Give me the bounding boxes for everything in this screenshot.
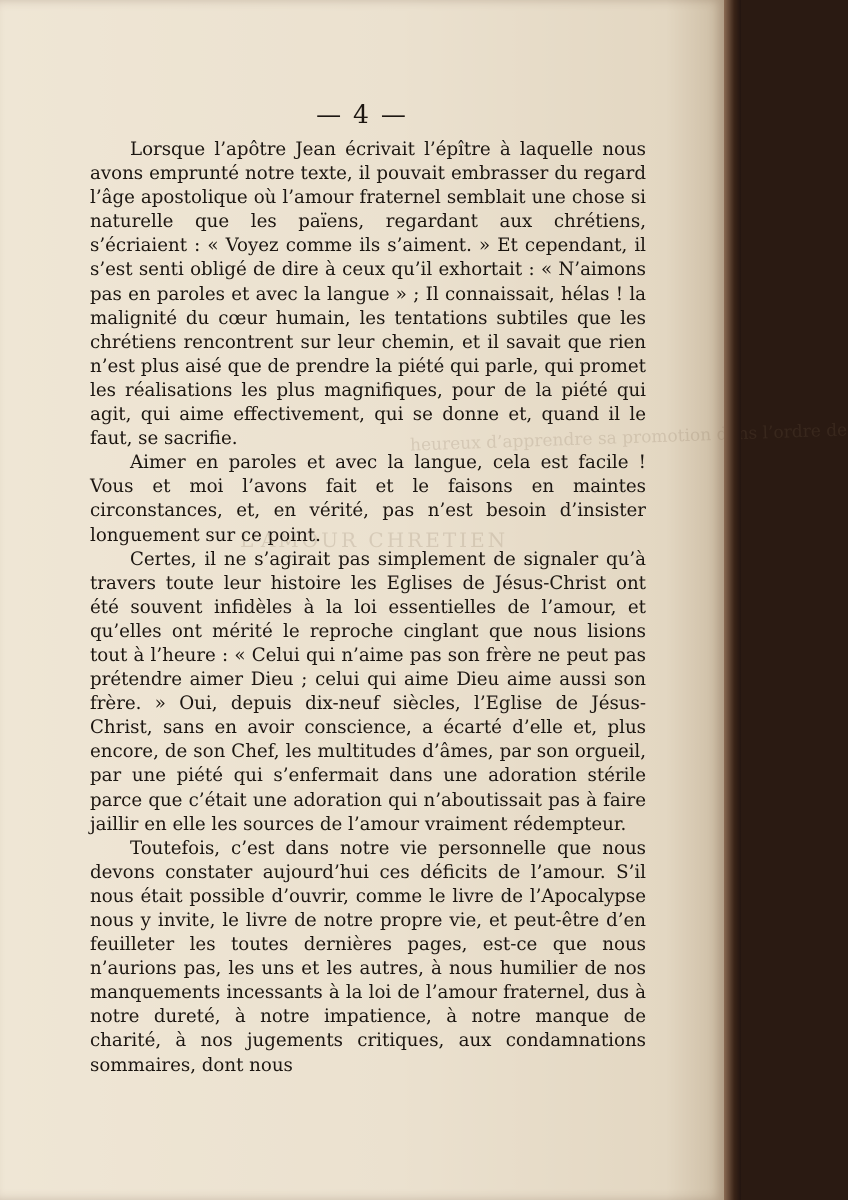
page-number: — 4 —: [316, 100, 408, 129]
body-text: [90, 138, 646, 1078]
paragraph: Certes, il ne s’agirait pas simplement de signaler qu’à travers toute leur histoire les Eglises de Jésus-Christ ont été souvent infidèles à la loi essentielles de l’amour, et qu’elles ont mérité le reproche cinglant que nous lisions tout à l’heure : « Celui qui n’aime pas son frère ne peut pas prétendre aimer Dieu ; celui qui aime Dieu aime aussi son frère. » Oui, depuis dix-neuf siècles, l’Eglise de Jésus-Christ, sans en avoir conscience, a écarté d’elle et, plus encore, de son Chef, les multitudes d’âmes, par son orgueil, par une piété qui s’enfermait dans une adoration stérile parce que c’était une adoration qui n’aboutissait pas à faire jaillir en elle les sources de l’amour vraiment rédempteur.: [90, 548, 646, 835]
show-through-line-1: heureux d’apprendre sa promotion dans l’ordre de: [409, 420, 848, 456]
paragraph: Lorsque l’apôtre Jean écrivait l’épître à laquelle nous avons emprunté notre texte, il pouvait embrasser du regard l’âge apostolique où l’amour fraternel semblait une chose si naturelle que les païens, regardant aux chrétiens, s’écriaient : « Voyez comme ils s’aiment. » Et cependant, il s’est senti obligé de dire à ceux qu’il exhortait : « N’aimons pas en paroles et avec la langue » ; Il connaissait, hélas ! la malignité du cœur humain, les tentations subtiles que les chrétiens rencontrent sur leur chemin, et il savait que rien n’est plus aisé que de prendre la piété qui parle, qui promet les réalisations les plus magnifiques, pour de la piété qui agit, qui aime effectivement, qui se donne et, quand il le faut, se sacrifie.: [90, 139, 646, 450]
paragraph: Toutefois, c’est dans notre vie personnelle que nous devons constater aujourd’hui ces déficits de l’amour. S’il nous était possible d’ouvrir, comme le livre de l’Apocalypse nous y invite, le livre de notre propre vie, et peut-être d’en feuilleter les toutes dernières pages, est-ce que nous n’aurions pas, les uns et les autres, à nous humilier de nos manquements incessants à la loi de l’amour fraternel, dus à notre dureté, à notre impatience, à notre manque de charité, à nos jugements critiques, aux condamnations sommaires, dont nous: [90, 837, 646, 1076]
page-edge-shadow: [724, 0, 741, 1200]
show-through-line-2: L’AMOUR CHRETIEN: [240, 528, 509, 552]
paragraph: Aimer en paroles et avec la langue, cela est facile ! Vous et moi l’avons fait et le faisons en maintes circonstances, et, en vérité, pas n’est besoin d’insister longuement sur ce point.: [90, 452, 646, 546]
